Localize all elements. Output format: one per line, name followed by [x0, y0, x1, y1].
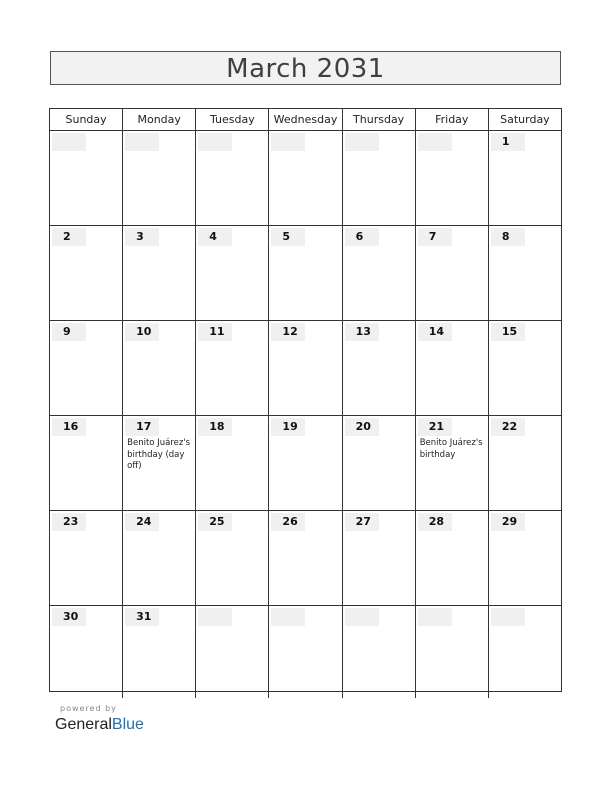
- day-cell: [343, 321, 416, 415]
- day-number: [418, 608, 452, 626]
- day-number: 27: [345, 513, 379, 531]
- day-number: 26: [271, 513, 305, 531]
- brand-logo: [55, 716, 144, 734]
- day-number: 1: [491, 133, 525, 151]
- day-cell: [343, 226, 416, 320]
- day-number: 15: [491, 323, 525, 341]
- day-cell: [343, 131, 416, 225]
- weekday-header: Sunday: [50, 109, 123, 130]
- day-number: 31: [125, 608, 159, 626]
- day-cell: [489, 226, 561, 320]
- day-cell: [343, 416, 416, 510]
- day-cell: [123, 416, 196, 510]
- day-cell: [269, 226, 342, 320]
- day-cell: [123, 131, 196, 225]
- day-number: 21: [418, 418, 452, 436]
- day-cell: [489, 131, 561, 225]
- day-cell: [489, 321, 561, 415]
- day-cell: [50, 226, 123, 320]
- day-number: 25: [198, 513, 232, 531]
- day-number: 22: [491, 418, 525, 436]
- day-number: 30: [52, 608, 86, 626]
- day-number: [345, 608, 379, 626]
- day-cell: [123, 226, 196, 320]
- day-number: [271, 608, 305, 626]
- day-cell: [123, 511, 196, 605]
- day-number: 8: [491, 228, 525, 246]
- day-cell: [343, 511, 416, 605]
- calendar-title: March 2031: [226, 54, 385, 84]
- day-cell: [416, 321, 489, 415]
- day-cell: [416, 226, 489, 320]
- week-row: [50, 226, 561, 321]
- holiday-label: Benito Juárez's birthday: [419, 438, 483, 460]
- day-cell: [489, 511, 561, 605]
- day-number: 11: [198, 323, 232, 341]
- day-cell: [50, 511, 123, 605]
- day-number: 4: [198, 228, 232, 246]
- calendar-grid: [49, 108, 562, 692]
- day-number: 17: [125, 418, 159, 436]
- day-number: [345, 133, 379, 151]
- day-number: 16: [52, 418, 86, 436]
- weekday-header: Wednesday: [269, 109, 342, 130]
- day-number: 29: [491, 513, 525, 531]
- day-number: [418, 133, 452, 151]
- weekday-header: Thursday: [343, 109, 416, 130]
- day-cell: [269, 131, 342, 225]
- weekday-header: Saturday: [500, 113, 550, 126]
- day-cell: [196, 511, 269, 605]
- weekday-header: Friday: [416, 109, 489, 130]
- week-row: [50, 416, 561, 511]
- day-number: 10: [125, 323, 159, 341]
- day-cell: [416, 511, 489, 605]
- day-number: 5: [271, 228, 305, 246]
- powered-by-text: powered by: [60, 704, 117, 713]
- day-number: [271, 133, 305, 151]
- day-number: 3: [125, 228, 159, 246]
- day-cell: [489, 606, 561, 698]
- day-number: 7: [418, 228, 452, 246]
- day-cell: [50, 606, 123, 698]
- week-row: [50, 606, 561, 698]
- day-number: 2: [52, 228, 86, 246]
- brand-general-text: General: [55, 716, 112, 733]
- day-number: 20: [345, 418, 379, 436]
- week-row: [50, 321, 561, 416]
- weeks-container: [50, 131, 561, 698]
- day-cell: [269, 321, 342, 415]
- week-row: [50, 131, 561, 226]
- day-cell: [196, 226, 269, 320]
- day-cell: [50, 321, 123, 415]
- day-number: 19: [271, 418, 305, 436]
- day-number: 24: [125, 513, 159, 531]
- day-number: 6: [345, 228, 379, 246]
- weekday-header-row: [50, 109, 561, 131]
- day-cell: [269, 511, 342, 605]
- day-number: [125, 133, 159, 151]
- day-cell: [269, 416, 342, 510]
- day-cell: [196, 131, 269, 225]
- day-cell: [343, 606, 416, 698]
- day-cell: [196, 321, 269, 415]
- weekday-header: Tuesday: [196, 109, 269, 130]
- day-cell: [489, 416, 561, 510]
- day-number: [198, 608, 232, 626]
- day-cell: [196, 416, 269, 510]
- day-cell: [196, 606, 269, 698]
- day-number: 28: [418, 513, 452, 531]
- day-number: 9: [52, 323, 86, 341]
- day-number: 12: [271, 323, 305, 341]
- calendar-title-box: [50, 51, 561, 85]
- day-number: 23: [52, 513, 86, 531]
- week-row: [50, 511, 561, 606]
- brand-blue-text: Blue: [111, 716, 144, 733]
- day-cell: [123, 321, 196, 415]
- day-cell: [416, 416, 489, 510]
- day-cell: [416, 131, 489, 225]
- day-number: [198, 133, 232, 151]
- holiday-label: Benito Juárez's birthday (day off): [127, 438, 191, 471]
- day-cell: [50, 131, 123, 225]
- weekday-header: Monday: [123, 109, 196, 130]
- day-cell: [50, 416, 123, 510]
- day-number: [491, 608, 525, 626]
- day-number: [52, 133, 86, 151]
- day-number: 13: [345, 323, 379, 341]
- day-number: 14: [418, 323, 452, 341]
- day-cell: [416, 606, 489, 698]
- day-cell: [269, 606, 342, 698]
- day-number: 18: [198, 418, 232, 436]
- day-cell: [123, 606, 196, 698]
